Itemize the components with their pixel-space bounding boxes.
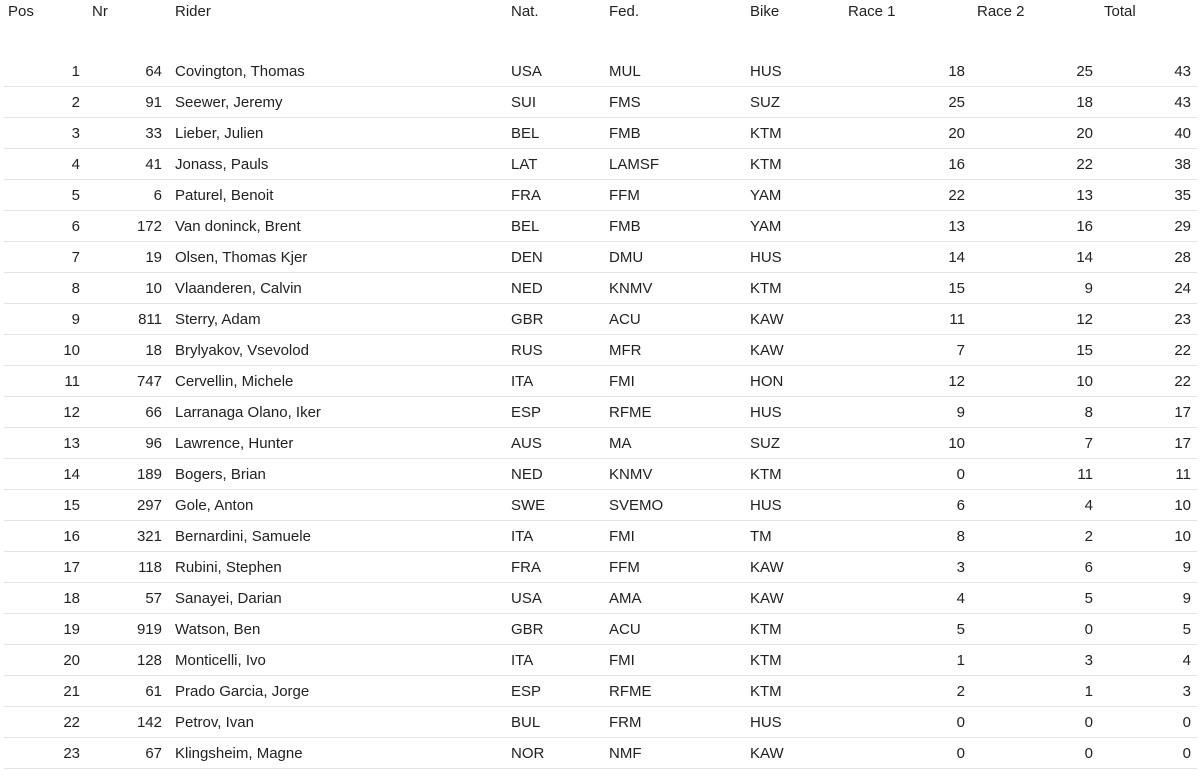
cell-race1: 14: [948, 249, 965, 266]
header-race1[interactable]: Race 1: [848, 3, 896, 20]
cell-pos: 13: [63, 435, 80, 452]
cell-rider[interactable]: Monticelli, Ivo: [175, 652, 266, 669]
cell-pos: 9: [71, 311, 80, 328]
cell-bike: YAM: [750, 187, 782, 204]
cell-bike: SUZ: [750, 94, 780, 111]
cell-total: 23: [1174, 311, 1191, 328]
cell-rider[interactable]: Gole, Anton: [175, 497, 254, 514]
cell-total: 40: [1174, 125, 1191, 142]
cell-nat: BUL: [511, 714, 541, 731]
cell-race1: 1: [956, 652, 965, 669]
cell-nr: 64: [145, 63, 162, 80]
cell-pos: 11: [64, 373, 80, 390]
cell-nr: 128: [136, 652, 162, 669]
cell-nat: ITA: [511, 373, 534, 390]
table-row: [4, 707, 1197, 738]
cell-nr: 747: [136, 373, 162, 390]
cell-nr: 57: [145, 590, 162, 607]
cell-total: 43: [1174, 94, 1191, 111]
cell-race2: 5: [1084, 590, 1093, 607]
header-race2[interactable]: Race 2: [977, 3, 1025, 20]
cell-bike: KTM: [750, 466, 782, 483]
cell-total: 22: [1174, 342, 1191, 359]
cell-race1: 16: [948, 156, 965, 173]
cell-nr: 321: [136, 528, 162, 545]
cell-race2: 22: [1076, 156, 1093, 173]
table-row: [4, 490, 1197, 521]
cell-nr: 189: [136, 466, 162, 483]
cell-race1: 5: [956, 621, 965, 638]
cell-nr: 10: [145, 280, 162, 297]
table-row: [4, 242, 1197, 273]
table-row: [4, 521, 1197, 552]
cell-pos: 1: [71, 63, 80, 80]
cell-race2: 14: [1076, 249, 1093, 266]
cell-race1: 4: [956, 590, 965, 607]
cell-nat: SWE: [511, 497, 546, 514]
cell-pos: 16: [63, 528, 80, 545]
cell-pos: 20: [63, 652, 80, 669]
cell-nr: 67: [145, 745, 162, 762]
cell-fed: KNMV: [609, 466, 653, 483]
cell-total: 4: [1182, 652, 1191, 669]
header-pos[interactable]: Pos: [8, 3, 34, 20]
cell-rider[interactable]: Van doninck, Brent: [175, 218, 301, 235]
cell-race1: 11: [949, 311, 965, 328]
table-row: [4, 304, 1197, 335]
table-row: [4, 645, 1197, 676]
cell-race1: 2: [956, 683, 965, 700]
table-row: [4, 366, 1197, 397]
cell-rider[interactable]: Sterry, Adam: [175, 311, 261, 328]
cell-race2: 18: [1076, 94, 1093, 111]
table-row: [4, 211, 1197, 242]
table-row: [4, 273, 1197, 304]
cell-pos: 7: [71, 249, 80, 266]
cell-fed: DMU: [609, 249, 644, 266]
cell-race1: 0: [956, 466, 965, 483]
cell-bike: KTM: [750, 683, 782, 700]
cell-race1: 18: [948, 63, 965, 80]
cell-total: 29: [1174, 218, 1191, 235]
cell-bike: HUS: [750, 404, 782, 421]
table-row: [4, 397, 1197, 428]
cell-race1: 22: [948, 187, 965, 204]
cell-rider[interactable]: Lawrence, Hunter: [175, 435, 294, 452]
cell-nat: USA: [511, 63, 542, 80]
cell-nat: SUI: [511, 94, 537, 111]
cell-fed: MA: [609, 435, 632, 452]
cell-fed: FMI: [609, 652, 635, 669]
cell-pos: 22: [63, 714, 80, 731]
cell-fed: LAMSF: [609, 156, 660, 173]
cell-fed: FMI: [609, 373, 635, 390]
cell-nat: GBR: [511, 621, 544, 638]
cell-pos: 12: [63, 404, 80, 421]
cell-race2: 0: [1084, 745, 1093, 762]
cell-rider[interactable]: Sanayei, Darian: [175, 590, 282, 607]
cell-race2: 6: [1084, 559, 1093, 576]
cell-nat: FRA: [511, 559, 541, 576]
cell-bike: HUS: [750, 63, 782, 80]
cell-nat: FRA: [511, 187, 541, 204]
cell-bike: SUZ: [750, 435, 780, 452]
cell-fed: ACU: [609, 311, 641, 328]
cell-total: 17: [1174, 404, 1191, 421]
cell-bike: KAW: [750, 590, 784, 607]
cell-nr: 18: [145, 342, 162, 359]
cell-pos: 21: [63, 683, 80, 700]
table-row: [4, 428, 1197, 459]
cell-fed: FFM: [609, 187, 640, 204]
cell-rider[interactable]: Rubini, Stephen: [175, 559, 282, 576]
cell-nat: NED: [511, 466, 543, 483]
cell-nr: 96: [145, 435, 162, 452]
cell-bike: TM: [750, 528, 772, 545]
cell-nat: DEN: [511, 249, 543, 266]
cell-nr: 19: [145, 249, 162, 266]
cell-race2: 20: [1076, 125, 1093, 142]
cell-bike: HUS: [750, 497, 782, 514]
cell-total: 3: [1182, 683, 1191, 700]
cell-fed: NMF: [609, 745, 642, 762]
cell-bike: YAM: [750, 218, 782, 235]
cell-rider[interactable]: Covington, Thomas: [175, 63, 305, 80]
cell-nr: 297: [136, 497, 162, 514]
cell-race1: 13: [948, 218, 965, 235]
cell-total: 35: [1174, 187, 1191, 204]
cell-rider[interactable]: Olsen, Thomas Kjer: [175, 249, 308, 266]
header-fed[interactable]: Fed.: [609, 3, 640, 20]
cell-rider[interactable]: Vlaanderen, Calvin: [175, 280, 302, 297]
cell-race1: 8: [956, 528, 965, 545]
cell-race2: 2: [1084, 528, 1093, 545]
cell-nat: USA: [511, 590, 542, 607]
cell-race1: 7: [956, 342, 965, 359]
cell-bike: KTM: [750, 125, 782, 142]
cell-fed: FMI: [609, 528, 635, 545]
cell-bike: KAW: [750, 559, 784, 576]
cell-total: 5: [1182, 621, 1191, 638]
cell-nr: 41: [145, 156, 162, 173]
table-row: [4, 676, 1197, 707]
cell-race2: 16: [1076, 218, 1093, 235]
cell-total: 22: [1174, 373, 1191, 390]
cell-bike: HON: [750, 373, 784, 390]
cell-rider[interactable]: Klingsheim, Magne: [175, 745, 303, 762]
cell-nat: AUS: [511, 435, 542, 452]
cell-race1: 20: [948, 125, 965, 142]
table-body: [0, 56, 1200, 769]
table-row: [4, 583, 1197, 614]
cell-nat: LAT: [511, 156, 538, 173]
cell-bike: KAW: [750, 311, 784, 328]
cell-race1: 25: [948, 94, 965, 111]
table-row: [4, 738, 1197, 769]
cell-pos: 18: [63, 590, 80, 607]
cell-pos: 2: [71, 94, 80, 111]
cell-race2: 3: [1084, 652, 1093, 669]
cell-race2: 12: [1076, 311, 1093, 328]
cell-fed: MFR: [609, 342, 642, 359]
cell-race1: 0: [956, 714, 965, 731]
cell-pos: 17: [63, 559, 80, 576]
cell-rider[interactable]: Larranaga Olano, Iker: [175, 404, 321, 421]
header-total[interactable]: Total: [1104, 3, 1136, 20]
cell-race1: 9: [956, 404, 965, 421]
cell-race1: 3: [956, 559, 965, 576]
cell-pos: 6: [71, 218, 80, 235]
table-row: [4, 614, 1197, 645]
cell-fed: ACU: [609, 621, 641, 638]
cell-total: 9: [1182, 559, 1191, 576]
cell-race2: 10: [1076, 373, 1093, 390]
header-nr[interactable]: Nr: [92, 3, 108, 20]
table-row: [4, 56, 1197, 87]
cell-nat: ESP: [511, 404, 542, 421]
cell-fed: FMB: [609, 218, 641, 235]
cell-nat: BEL: [511, 125, 540, 142]
cell-fed: RFME: [609, 404, 652, 421]
cell-fed: FMB: [609, 125, 641, 142]
cell-bike: HUS: [750, 714, 782, 731]
cell-fed: SVEMO: [609, 497, 664, 514]
cell-pos: 14: [63, 466, 80, 483]
table-row: [4, 118, 1197, 149]
cell-nat: BEL: [511, 218, 540, 235]
cell-total: 0: [1182, 714, 1191, 731]
cell-race2: 1: [1084, 683, 1093, 700]
cell-nat: GBR: [511, 311, 544, 328]
cell-race2: 25: [1076, 63, 1093, 80]
cell-total: 10: [1174, 528, 1191, 545]
cell-nat: ESP: [511, 683, 542, 700]
cell-race2: 7: [1084, 435, 1093, 452]
cell-total: 11: [1175, 466, 1191, 483]
cell-fed: KNMV: [609, 280, 653, 297]
cell-race2: 0: [1084, 621, 1093, 638]
cell-rider[interactable]: Bernardini, Samuele: [175, 528, 311, 545]
cell-total: 43: [1174, 63, 1191, 80]
cell-total: 10: [1174, 497, 1191, 514]
cell-race2: 13: [1076, 187, 1093, 204]
cell-race2: 8: [1084, 404, 1093, 421]
cell-nr: 118: [138, 559, 162, 576]
cell-nr: 66: [145, 404, 162, 421]
cell-nat: NOR: [511, 745, 545, 762]
cell-nr: 919: [136, 621, 162, 638]
cell-rider[interactable]: Seewer, Jeremy: [175, 94, 283, 111]
cell-race2: 9: [1084, 280, 1093, 297]
cell-race1: 12: [948, 373, 965, 390]
cell-bike: KTM: [750, 280, 782, 297]
cell-fed: MUL: [609, 63, 641, 80]
cell-bike: KTM: [750, 652, 782, 669]
cell-bike: KAW: [750, 342, 784, 359]
cell-rider[interactable]: Bogers, Brian: [175, 466, 266, 483]
cell-bike: KAW: [750, 745, 784, 762]
cell-bike: KTM: [750, 621, 782, 638]
table-row: [4, 87, 1197, 118]
cell-total: 17: [1174, 435, 1191, 452]
cell-bike: HUS: [750, 249, 782, 266]
cell-rider[interactable]: Watson, Ben: [175, 621, 261, 638]
cell-race1: 15: [948, 280, 965, 297]
cell-fed: RFME: [609, 683, 652, 700]
cell-total: 9: [1182, 590, 1191, 607]
cell-rider[interactable]: Lieber, Julien: [175, 125, 264, 142]
cell-fed: AMA: [609, 590, 642, 607]
cell-race1: 0: [956, 745, 965, 762]
cell-pos: 4: [71, 156, 80, 173]
cell-rider[interactable]: Prado Garcia, Jorge: [175, 683, 310, 700]
cell-nr: 6: [153, 187, 162, 204]
cell-race2: 15: [1076, 342, 1093, 359]
cell-rider[interactable]: Brylyakov, Vsevolod: [175, 342, 309, 359]
cell-bike: KTM: [750, 156, 782, 173]
cell-total: 0: [1182, 745, 1191, 762]
cell-rider[interactable]: Paturel, Benoit: [175, 187, 274, 204]
cell-race1: 10: [948, 435, 965, 452]
cell-fed: FMS: [609, 94, 641, 111]
cell-nr: 142: [136, 714, 162, 731]
cell-total: 24: [1174, 280, 1191, 297]
cell-pos: 3: [71, 125, 80, 142]
cell-race2: 0: [1084, 714, 1093, 731]
cell-fed: FFM: [609, 559, 640, 576]
cell-nat: RUS: [511, 342, 543, 359]
cell-race1: 6: [956, 497, 965, 514]
header-rider[interactable]: Rider: [175, 3, 211, 20]
cell-nr: 33: [145, 125, 162, 142]
cell-fed: FRM: [609, 714, 642, 731]
cell-nat: ITA: [511, 528, 534, 545]
cell-nr: 172: [136, 218, 162, 235]
cell-pos: 15: [63, 497, 80, 514]
cell-nr: 91: [145, 94, 162, 111]
table-header: [0, 0, 1200, 24]
cell-nr: 61: [145, 683, 162, 700]
cell-pos: 8: [71, 280, 80, 297]
cell-pos: 23: [63, 745, 80, 762]
table-row: [4, 459, 1197, 490]
cell-total: 28: [1174, 249, 1191, 266]
cell-race2: 4: [1084, 497, 1093, 514]
cell-nr: 811: [138, 311, 162, 328]
table-row: [4, 180, 1197, 211]
cell-nat: ITA: [511, 652, 534, 669]
header-bike[interactable]: Bike: [750, 3, 780, 20]
table-row: [4, 335, 1197, 366]
cell-rider[interactable]: Jonass, Pauls: [175, 156, 269, 173]
cell-race2: 11: [1077, 466, 1093, 483]
table-row: [4, 149, 1197, 180]
cell-total: 38: [1174, 156, 1191, 173]
cell-pos: 19: [63, 621, 80, 638]
cell-rider[interactable]: Cervellin, Michele: [175, 373, 294, 390]
cell-rider[interactable]: Petrov, Ivan: [175, 714, 254, 731]
cell-pos: 5: [71, 187, 80, 204]
header-nat[interactable]: Nat.: [511, 3, 539, 20]
cell-pos: 10: [63, 342, 80, 359]
table-row: [4, 552, 1197, 583]
cell-nat: NED: [511, 280, 543, 297]
